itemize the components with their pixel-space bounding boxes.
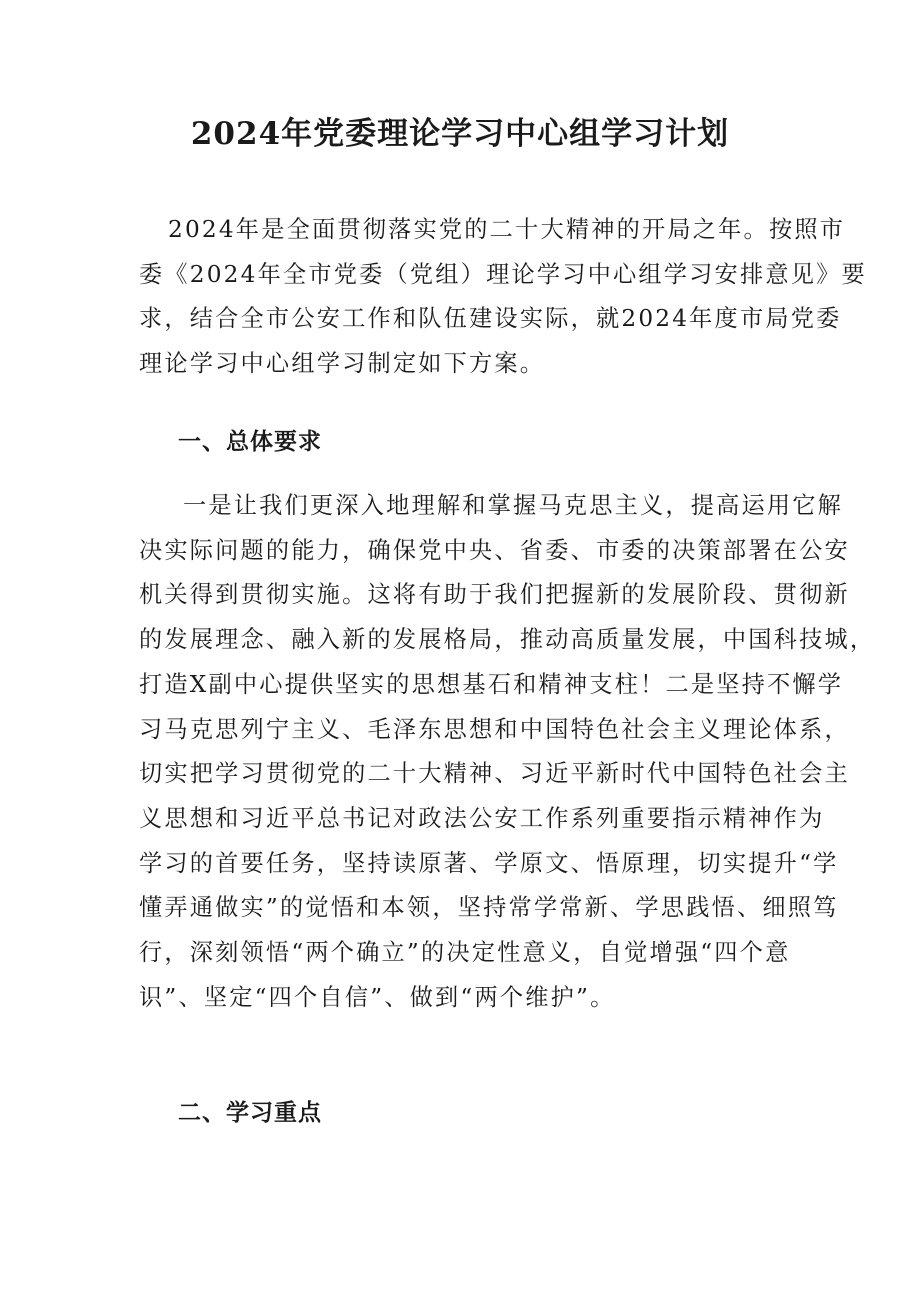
intro-line-2: 委《2024年全市党委（党组）理论学习中心组学习安排意见》要 [139, 260, 867, 288]
body-line-4: 的发展理念、融入新的发展格局，推动高质量发展，中国科技城， [139, 626, 876, 654]
body-line-7: 切实把学习贯彻党的二十大精神、习近平新时代中国特色社会主 [139, 760, 850, 788]
body-line-1: 一是让我们更深入地理解和掌握马克思主义，提高运用它解 [183, 492, 844, 519]
general-requirements-paragraph [139, 484, 876, 1020]
body-line-5: 打造X副中心提供坚实的思想基石和精神支柱！二是坚持不懈学 [139, 670, 844, 698]
body-line-6: 习马克思列宁主义、毛泽东思想和中国特色社会主义理论体系， [139, 715, 850, 743]
body-line-2: 决实际问题的能力，确保党中央、省委、市委的决策部署在公安 [139, 536, 850, 564]
intro-line-4: 理论学习中心组学习制定如下方案。 [139, 350, 546, 378]
section-heading-study-focus: 二、学习重点 [178, 1100, 322, 1126]
body-line-12: 识”、坚定“四个自信”、做到“两个维护”。 [139, 983, 616, 1011]
body-line-9: 学习的首要任务，坚持读原著、学原文、悟原理，切实提升“学 [139, 849, 839, 877]
body-line-11: 行，深刻领悟“两个确立”的决定性意义，自觉增强“四个意 [139, 939, 791, 967]
document-title: 2024年党委理论学习中心组学习计划 [190, 116, 730, 152]
body-line-8: 义思想和习近平总书记对政法公安工作系列重要指示精神作为 [139, 804, 825, 832]
body-line-3: 机关得到贯彻实施。这将有助于我们把握新的发展阶段、贯彻新 [139, 581, 850, 609]
intro-paragraph [139, 208, 867, 387]
body-line-10: 懂弄通做实”的觉悟和本领，坚持常学常新、学思践悟、细照笃 [139, 894, 839, 922]
intro-line-3: 求，结合全市公安工作和队伍建设实际，就2024年度市局党委 [139, 305, 842, 333]
section-heading-general-requirements: 一、总体要求 [178, 429, 322, 455]
intro-line-1: 2024年是全面贯彻落实党的二十大精神的开局之年。按照市 [168, 216, 846, 243]
